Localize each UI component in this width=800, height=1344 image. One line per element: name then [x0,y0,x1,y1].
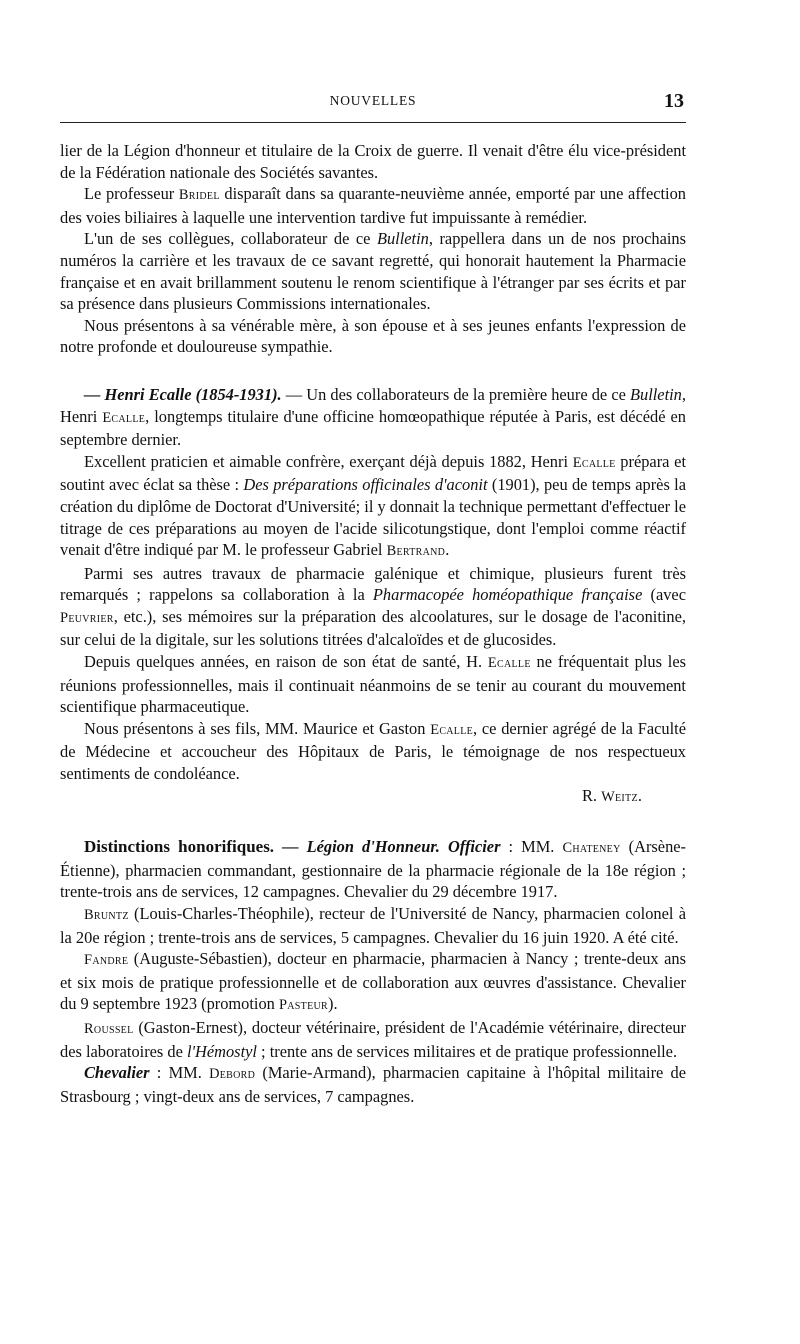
journal-title: Bulletin [376,229,429,249]
text-run: ; trente ans de services militaires et de pratique professionnelle. [256,1041,678,1061]
person-name: Bruntz [84,907,129,923]
person-name: Bridel [178,187,220,204]
distinctions-paragraph-4 [60,1017,686,1062]
text-run: ). [327,994,338,1014]
bridel-paragraph-1: lier de la Légion d'honneur et titulaire de la Croix de guerre. Il venait d'être élu vice-président de la Fédération nationale des Sociétés savantes. [60,141,686,182]
text-run: , etc.), ses mémoires sur la préparation des alcoolatures, sur le dosage de l'aconitine, sur celui de la digitale, sur les solutions titrées d'alcaloïdes et de glucosides. [60,606,686,650]
ecalle-paragraph-1 [60,384,686,451]
person-name: Debord [209,1066,256,1083]
person-name: Pasteur [278,997,328,1014]
person-name: Chateney [562,840,621,857]
text-run: ne fréquentait plus les réunions professionnelles, mais il continuait néanmoins de se tenir au courant du mouvement scientifique pharmaceutique. [60,652,686,717]
running-title: NOUVELLES [329,93,417,108]
chevalier-label: Chevalier [84,1063,150,1083]
section-gap [60,808,686,836]
person-name: Ecalle [430,721,474,738]
text-run: (avec [642,585,686,605]
text-run: prépara et soutint avec éclat sa thèse : [60,451,687,495]
header-rule [60,122,686,123]
text-run: L'un de ses collègues, collaborateur de ce [84,229,377,249]
text-run: — Un des collaborateurs de la première heure de ce [281,384,630,404]
text-run: disparaît dans sa quarante-neuvième année, emporté par une affection des voies biliaires à laquelle une intervention tardive fut impuissante à remédier. [60,184,687,227]
text-run: Le professeur [84,184,179,204]
signature [60,785,686,809]
text-run: , ce dernier agrégé de la Faculté de Médecine et accoucheur des Hôpitaux de Paris, le témoignage de nos respectueux sentiments de condoléance. [60,718,686,784]
person-name: Ecalle [102,409,146,426]
text-run: (1901), peu de temps après la création du diplôme de Doctorat d'Université; il y donnait la technique permettant d'effectuer le titrage de ces préparations au moyen de l'acide silicotungstique, dont l'emploi comme réactif venait d'être indiqué par M. le professeur Gabriel [60,475,686,560]
work-title: Pharmacopée homéopathique française [372,585,643,605]
text-run: : MM. [500,837,563,857]
text-run: (Auguste-Sébastien), docteur en pharmacie, pharmacien à Nancy ; trente-deux ans et six mois de pratique professionnelle et de collaboration aux œuvres d'assistance. Chevalier du 9 septembre 1923 (promotion [60,949,686,1014]
text-run: , longtemps titulaire d'une officine homœopathique réputée à Paris, est décédé en septembre dernier. [60,406,686,450]
section-gap [60,358,686,384]
person-name: Roussel [84,1020,134,1037]
text-run: Excellent praticien et aimable confrère, exerçant déjà depuis 1882, Henri [84,451,573,471]
text-run: : MM. [149,1063,210,1083]
person-name: Peuvrier [60,609,114,626]
person-name: Bertrand [386,543,446,560]
ecalle-paragraph-4 [60,651,686,718]
text-run: (Arsène-Étienne), pharmacien commandant, gestionnaire de la pharmacie régionale de la 18e région ; trente-trois ans de services, 12 campagnes. Chevalier du 29 décembre 1917. [60,837,686,902]
distinctions-paragraph-2 [60,903,686,948]
ecalle-paragraph-3 [60,563,686,651]
journal-title: Bulletin [629,384,682,404]
distinctions-paragraph-1 [60,836,686,903]
bridel-paragraph-3 [60,228,686,314]
signature-name: Weitz [601,788,638,805]
text-run: , Henri [60,384,686,426]
product-title: l'Hémostyl [186,1041,257,1061]
signature-initial: R. [581,785,602,805]
body-text [60,140,686,1107]
thesis-title: Des préparations officinales d'aconit [243,475,488,495]
page-number: 13 [664,90,684,112]
distinctions-paragraph-3 [60,948,686,1017]
text-run: Depuis quelques années, en raison de son état de santé, H. [84,652,488,672]
text-run: Nous présentons à ses fils, MM. Maurice et Gaston [84,718,431,738]
ecalle-paragraph-5 [60,718,686,785]
text-run: . [445,540,450,560]
legion-heading: — Légion d'Honneur. Officier [282,837,501,857]
person-name: Ecalle [572,454,616,471]
text-run: , rappellera dans un de nos prochains numéros la carrière et les travaux de ce savant regretté, qui honorait hautement la Pharmacie française et en avait brillamment soutenu le renom scientifique à l'étranger par ses écrits et par sa présence dans plusieurs Commissions internationales. [60,229,686,314]
bridel-paragraph-2 [60,183,686,228]
bridel-paragraph-4: Nous présentons à sa vénérable mère, à son épouse et à ses jeunes enfants l'expression de notre profonde et douloureuse sympathie. [60,315,686,357]
ecalle-paragraph-2 [60,451,686,563]
distinctions-paragraph-5 [60,1062,686,1107]
distinctions-heading: Distinctions honorifiques. [84,837,275,857]
running-head [60,90,686,112]
person-name: Fandre [84,952,129,969]
text-run: (Marie-Armand), pharmacien capitaine à l'hôpital militaire de Strasbourg ; vingt-deux ans de services, 7 campagnes. [60,1063,687,1106]
person-name: Ecalle [487,655,531,672]
text-run: (Gaston-Ernest), docteur vétérinaire, président de l'Académie vétérinaire, directeur des laboratoires de [60,1017,686,1061]
text-run: . [637,785,642,805]
ecalle-heading: — Henri Ecalle (1854-1931). [84,384,282,404]
text-run: (Louis-Charles-Théophile), recteur de l'Université de Nancy, pharmacien colonel à la 20e région ; trente-trois ans de services, 5 campagnes. Chevalier du 16 juin 1920. A été cité. [60,904,686,947]
text-run: Parmi ses autres travaux de pharmacie galénique et chimique, plusieurs furent très remarqués ; rappelons sa collaboration à la [60,563,686,605]
